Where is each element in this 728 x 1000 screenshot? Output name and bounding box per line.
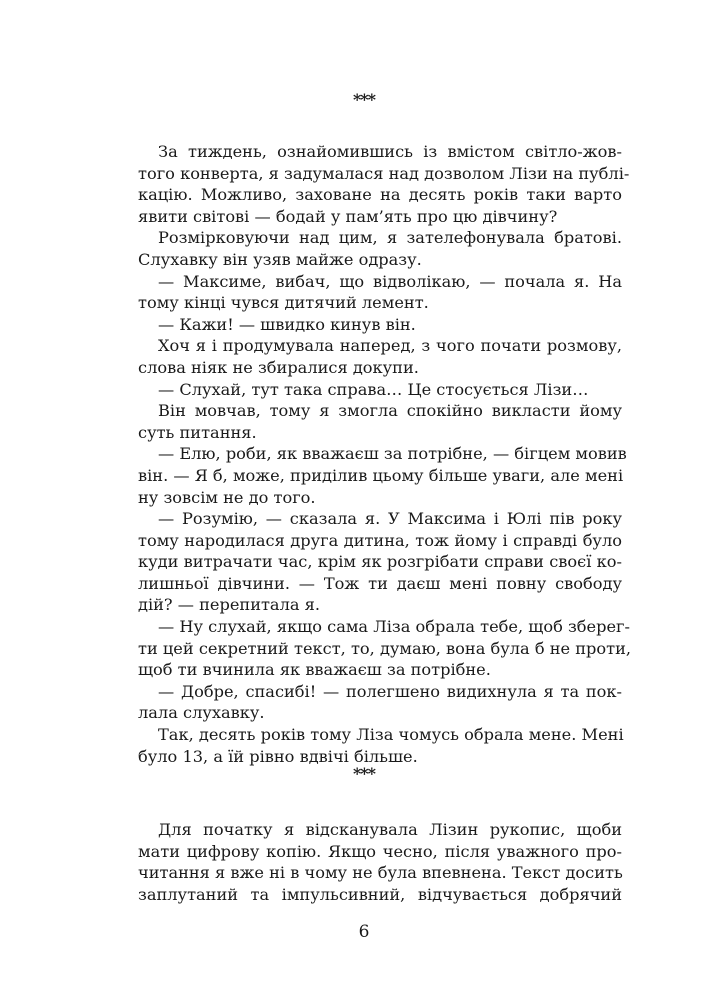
text-line: було 13, а їй рівно вдвічі більше. xyxy=(138,746,418,766)
text-line: — Слухай, тут така справа… Це стосується Лізи… xyxy=(158,379,589,399)
text-line: слова ніяк не збиралися докупи. xyxy=(138,357,419,377)
section-separator: *** xyxy=(352,90,376,109)
text-line: Розмірковуючи над цим, я зателефонувала братові. xyxy=(158,228,622,248)
text-line: мати цифрову копію. Якщо чесно, після уважного про- xyxy=(138,841,622,861)
text-line: тому народилася друга дитина, тож йому і справді було xyxy=(138,530,622,550)
text-line: куди витрачати час, крім як розгрібати справи своєї ко- xyxy=(138,552,622,572)
section-1-text xyxy=(138,141,632,767)
text-line: читання я вже ні в чому не була впевнена. Текст досить xyxy=(138,863,623,883)
text-line: дій? — перепитала я. xyxy=(138,595,321,615)
page-number: 6 xyxy=(358,922,370,942)
text-line: За тиждень, ознайомившись із вмістом світло-жов- xyxy=(158,142,622,161)
text-line: — Розумію, — сказала я. У Максима і Юлі пів року xyxy=(158,509,622,529)
text-line: тому кінці чувся дитячий лемент. xyxy=(138,293,429,313)
text-line: — Кажи! — швидко кинув він. xyxy=(158,314,416,334)
section-separator: *** xyxy=(352,764,376,783)
text-line: він. — Я б, може, приділив цьому більше уваги, але мені xyxy=(138,465,624,485)
text-line: Для початку я відсканувала Лізин рукопис, щоби xyxy=(158,820,622,839)
text-line: заплутаний та імпульсивний, відчувається добрячий xyxy=(138,884,622,904)
text-line: того конверта, я задумалася над дозволом Лізи на публі- xyxy=(138,163,630,183)
text-line: Хоч я і продумувала наперед, з чого почати розмову, xyxy=(158,336,622,356)
text-line: суть питання. xyxy=(138,422,257,442)
text-line: — Максиме, вибач, що відволікаю, — почала я. На xyxy=(158,271,622,291)
text-line: лишньої дівчини. — Тож ти даєш мені повну свободу xyxy=(138,573,622,593)
text-line: — Добре, спасибі! — полегшено видихнула я та пок- xyxy=(158,681,622,701)
text-line: — Елю, роби, як вважаєш за потрібне, — бігцем мовив xyxy=(158,444,627,464)
text-line: Слухавку він узяв майже одразу. xyxy=(138,249,422,269)
text-line: щоб ти вчинила як вважаєш за потрібне. xyxy=(138,660,491,680)
text-line: — Ну слухай, якщо сама Ліза обрала тебе, щоб зберег- xyxy=(158,617,631,637)
text-line: Він мовчав, тому я змогла спокійно викласти йому xyxy=(158,401,622,421)
text-line: ну зовсім не до того. xyxy=(138,487,316,507)
section-2-text xyxy=(138,819,622,905)
text-line: кацію. Можливо, заховане на десять років таки варто xyxy=(138,185,622,205)
text-line: Так, десять років тому Ліза чомусь обрала мене. Мені xyxy=(158,725,624,745)
text-line: ти цей секретний текст, то, думаю, вона була б не проти, xyxy=(138,638,632,658)
text-line: лала слухавку. xyxy=(138,703,265,723)
text-line: явити світові — бодай у пам’ять про цю дівчину? xyxy=(138,206,558,226)
